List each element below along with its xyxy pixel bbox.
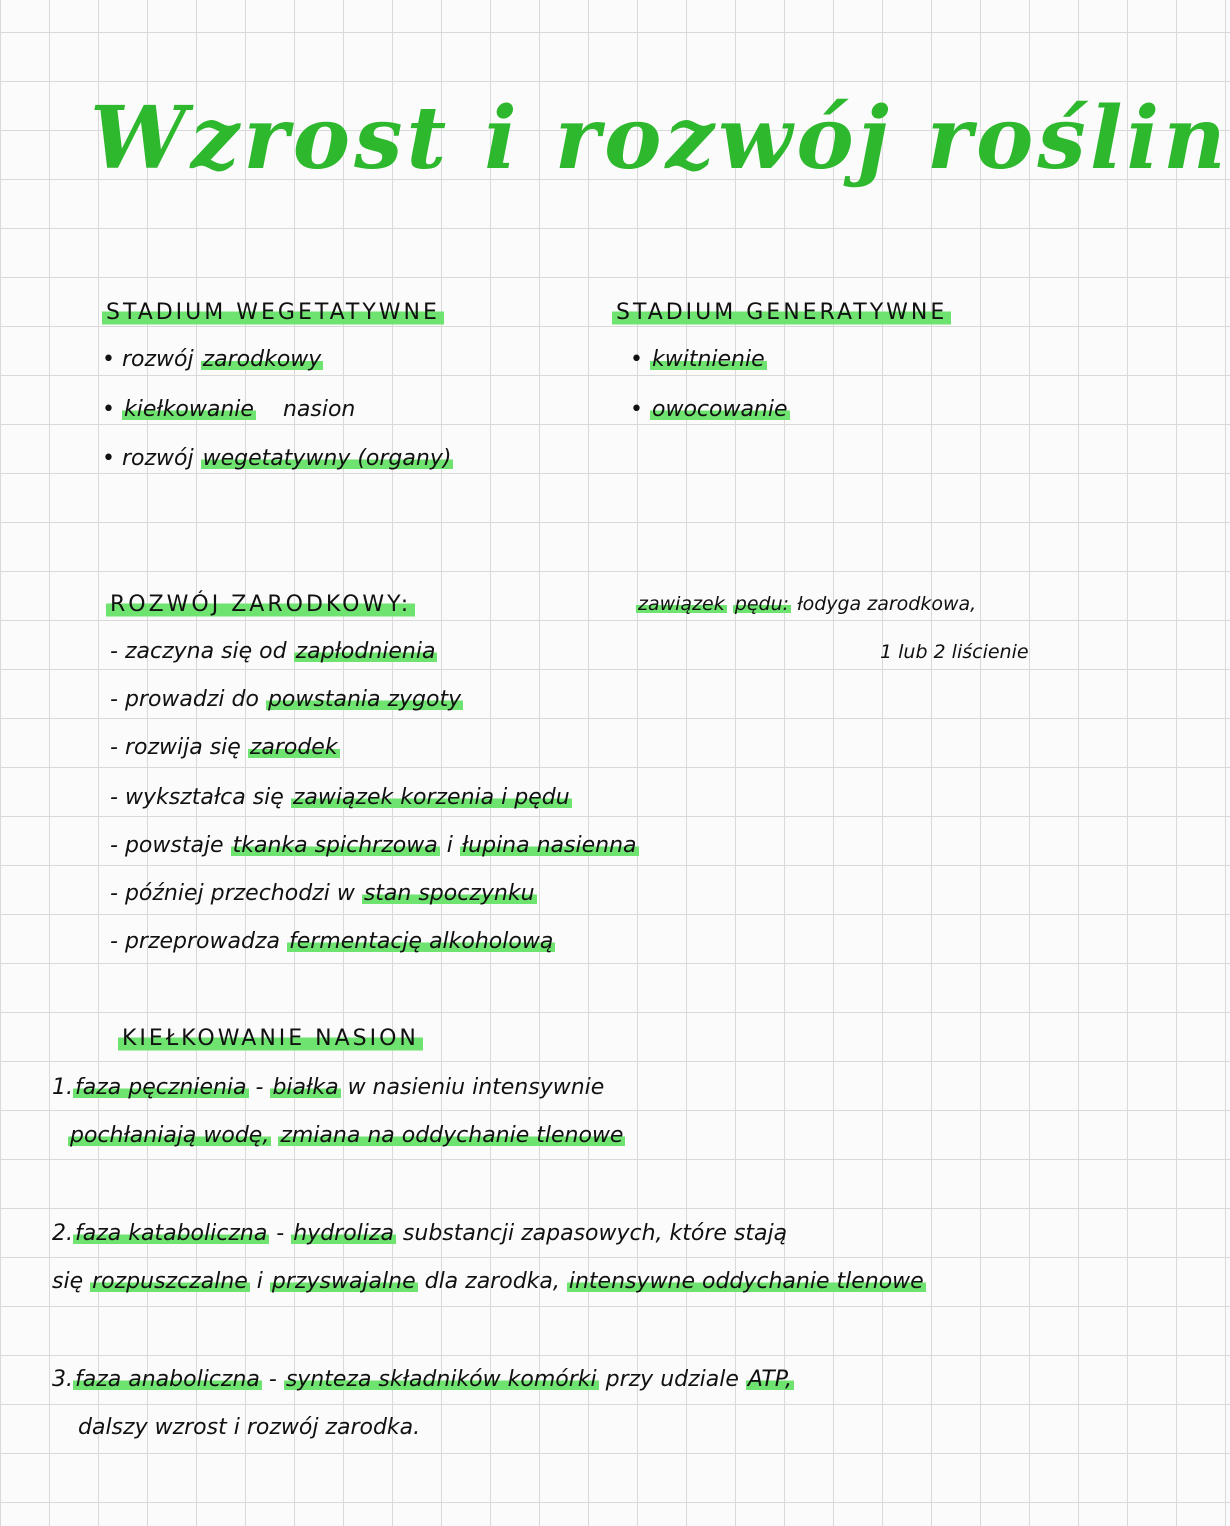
highlight-text: powstania zygoty: [267, 687, 462, 712]
highlight-text: wegetatywny (organy): [202, 446, 452, 471]
highlight-text: fermentację alkoholową: [288, 929, 554, 954]
phase-number: 2.: [52, 1221, 73, 1246]
list-item: [102, 447, 453, 471]
item-text: rozwój: [121, 347, 194, 372]
item-text: wykształca się: [124, 785, 284, 810]
phase-text: w nasieniu intensywnie: [340, 1075, 605, 1100]
highlight-text: zawiązek: [638, 593, 725, 615]
highlight-text: faza pęcznienia: [75, 1075, 247, 1100]
phase-text: dla zarodka,: [417, 1269, 567, 1294]
phase-number: 1.: [52, 1075, 73, 1100]
list-item: [110, 930, 555, 954]
highlight-text: kwitnienie: [651, 347, 765, 372]
highlight-text: synteza składników komórki: [285, 1367, 597, 1392]
list-item: [110, 834, 639, 858]
dash: -: [110, 639, 118, 664]
phase-line: [52, 1368, 794, 1392]
phase-line: [52, 1270, 926, 1294]
item-text: rozwój: [121, 446, 194, 471]
item-text: później przechodzi w: [124, 881, 355, 906]
germination-heading: KIEŁKOWANIE NASION: [118, 1026, 423, 1052]
side-note: [636, 594, 976, 615]
phase-line: [68, 1124, 625, 1148]
item-text: powstaje: [124, 833, 224, 858]
phase-line: dalszy wzrost i rozwój zarodka.: [78, 1415, 421, 1440]
bullet: •: [630, 397, 643, 422]
bullet: •: [102, 347, 115, 372]
phase-line: [52, 1076, 604, 1100]
list-item: [102, 398, 355, 422]
highlight-text: rozpuszczalne: [92, 1269, 248, 1294]
dash: -: [110, 929, 118, 954]
phase-text: przy udziale: [598, 1367, 746, 1392]
highlight-text: kiełkowanie: [123, 397, 254, 422]
phase-text: się: [52, 1269, 91, 1294]
highlight-text: łupina nasienna: [461, 833, 637, 858]
highlight-text: pędu:: [734, 593, 790, 615]
item-text: nasion: [282, 397, 356, 422]
highlight-text: stan spoczynku: [363, 881, 535, 906]
highlight-text: tkanka spichrzowa: [232, 833, 438, 858]
highlight-text: zapłodnienia: [295, 639, 436, 664]
highlight-text: zarodkowy: [202, 347, 322, 372]
highlight-text: zmiana na oddychanie tlenowe: [280, 1123, 624, 1148]
highlight-text: ATP,: [747, 1367, 793, 1392]
side-note-text: łodyga zarodkowa,: [797, 593, 977, 615]
list-item: [110, 640, 437, 664]
dash: -: [110, 881, 118, 906]
embryonic-heading: ROZWÓJ ZARODKOWY:: [106, 592, 415, 618]
highlight-text: owocowanie: [651, 397, 788, 422]
dash: -: [110, 833, 118, 858]
list-item: [102, 348, 323, 372]
phase-number: 3.: [52, 1367, 73, 1392]
item-text: i: [446, 833, 453, 858]
item-text: przeprowadza: [124, 929, 280, 954]
highlight-text: pochłaniają wodę,: [70, 1123, 270, 1148]
page-title: Wzrost i rozwój roślin: [90, 88, 1230, 189]
list-item: [630, 348, 767, 372]
item-text: prowadzi do: [124, 687, 259, 712]
dash: -: [110, 735, 118, 760]
highlight-text: zarodek: [249, 735, 338, 760]
phase-text: -: [269, 1221, 292, 1246]
phase-line: [52, 1222, 787, 1246]
list-item: [110, 882, 537, 906]
bullet: •: [102, 397, 115, 422]
highlight-text: hydroliza: [293, 1221, 394, 1246]
phase-text: -: [248, 1075, 271, 1100]
dash: -: [110, 687, 118, 712]
highlight-text: zawiązek korzenia i pędu: [292, 785, 570, 810]
phase-text: substancji zapasowych, które stają: [395, 1221, 788, 1246]
phase-text: -: [261, 1367, 284, 1392]
list-item: [630, 398, 790, 422]
highlight-text: faza kataboliczna: [75, 1221, 268, 1246]
list-item: [110, 736, 340, 760]
item-text: zaczyna się od: [124, 639, 287, 664]
dash: -: [110, 785, 118, 810]
highlight-text: faza anaboliczna: [75, 1367, 260, 1392]
vegetative-heading: STADIUM WEGETATYWNE: [102, 300, 444, 326]
generative-heading: STADIUM GENERATYWNE: [612, 300, 951, 326]
highlight-text: białka: [272, 1075, 339, 1100]
list-item: [110, 786, 572, 810]
highlight-text: intensywne oddychanie tlenowe: [568, 1269, 924, 1294]
bullet: •: [630, 347, 643, 372]
item-text: rozwija się: [124, 735, 241, 760]
side-note-line2: 1 lub 2 liścienie: [880, 641, 1029, 663]
list-item: [110, 688, 463, 712]
bullet: •: [102, 446, 115, 471]
highlight-text: przyswajalne: [271, 1269, 416, 1294]
phase-text: i: [249, 1269, 270, 1294]
